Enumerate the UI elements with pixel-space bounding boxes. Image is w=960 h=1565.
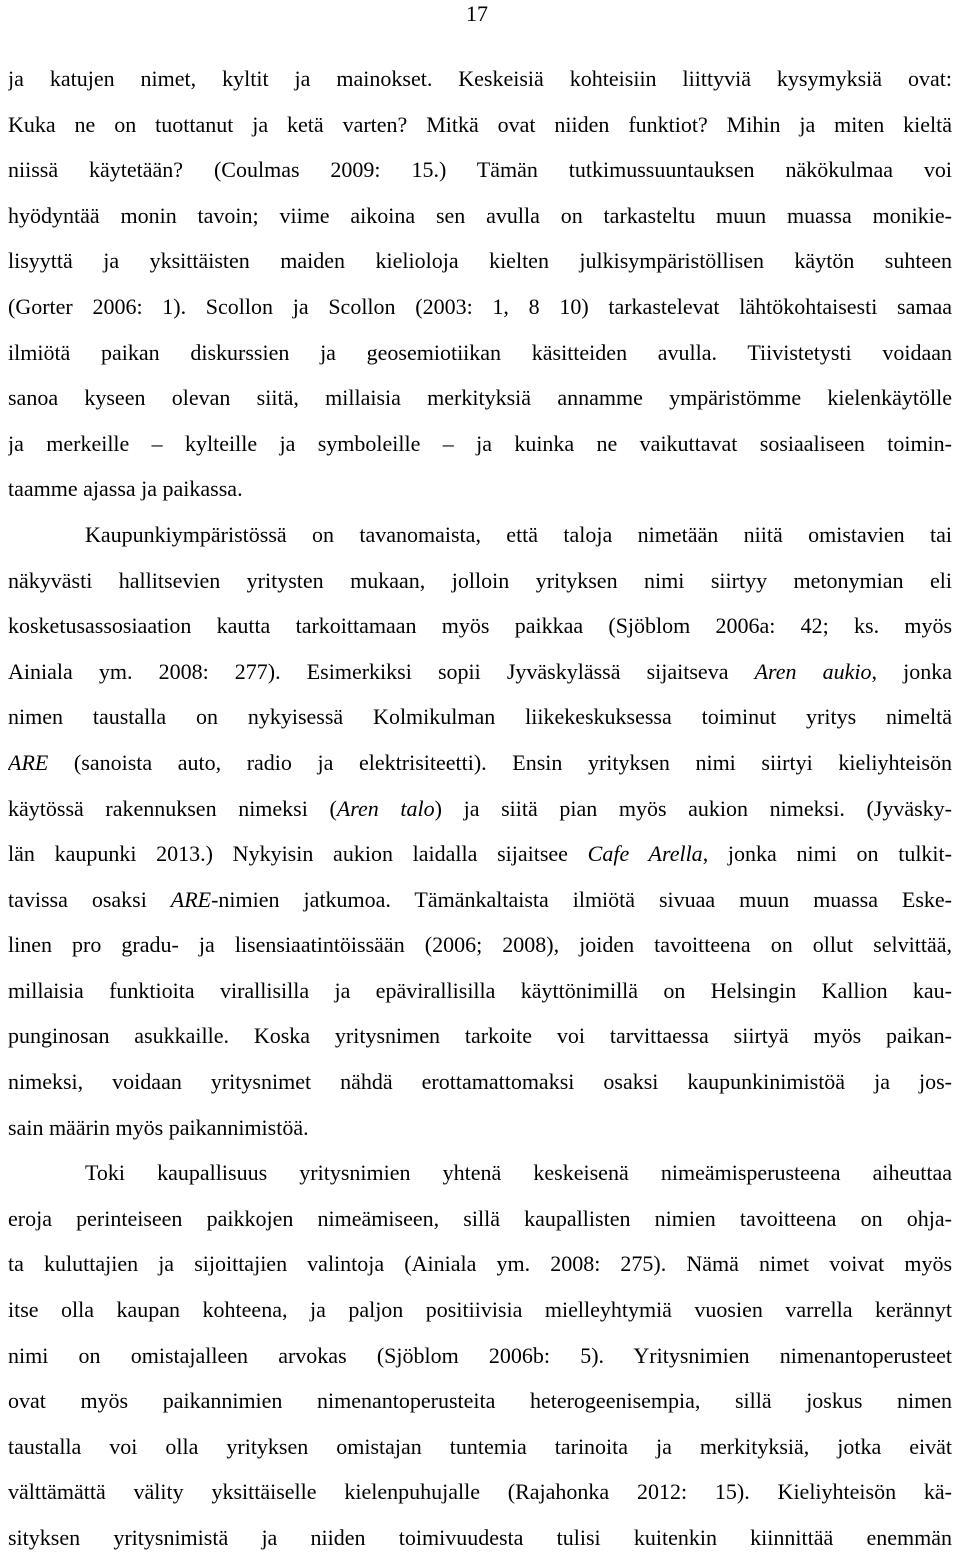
text-segment: punginosan asukkaille. Koska yritysnimen tarkoite voi tarvittaessa siirtyä myös paikan- [8,1023,952,1049]
text-segment: käytössä rakennuksen nimeksi ( [8,795,337,821]
text-segment: län kaupunki 2013.) Nykyisin aukion laidalla sijaitsee [8,841,588,867]
text-line [8,193,952,239]
text-line [8,375,952,421]
text-segment: , jonka [871,658,952,684]
text-line [8,694,952,740]
text-line [8,421,952,467]
italic-text: ARE [170,886,212,912]
text-line [8,1150,952,1196]
text-line [8,831,952,877]
text-segment: tavissa osaksi [8,886,171,912]
text-segment: näkyvästi hallitsevien yritysten mukaan, jolloin yrityksen nimi siirtyy metonymian eli [8,567,952,593]
text-line [8,1105,952,1151]
text-segment: välttämättä välity yksittäiselle kielenpuhujalle (Rajahonka 2012: 15). Kieliyhteisön kä- [8,1479,952,1505]
text-segment: lisyyttä ja yksittäisten maiden kielioloja kielten julkisympäristöllisen käytön suhteen [8,248,952,274]
text-segment: taustalla voi olla yrityksen omistajan tuntemia tarinoita ja merkityksiä, jotka eivät [8,1433,952,1459]
text-segment: Kaupunkiympäristössä on tavanomaista, että taloja nimetään niitä omistavien tai [85,521,952,547]
text-line [8,877,952,923]
text-line [8,1196,952,1242]
text-line [8,922,952,968]
text-segment: ja merkeille – kylteille ja symboleille – ja kuinka ne vaikuttavat sosiaaliseen toimin- [8,430,952,456]
text-line [8,512,952,558]
text-segment: -nimien jatkumoa. Tämänkaltaista ilmiötä sivuaa muun muassa Eske- [211,886,952,912]
text-line [8,968,952,1014]
text-segment: (Gorter 2006: 1). Scollon ja Scollon (2003: 1, 8 10) tarkastelevat lähtökohtaisesti samaa [8,293,952,319]
text-segment: millaisia funktioita virallisilla ja epävirallisilla käyttönimillä on Helsingin Kallion kau- [8,977,952,1003]
page-number: 17 [466,1,488,26]
text-line [8,740,952,786]
italic-text: Aren talo [336,795,435,821]
text-line [8,1013,952,1059]
text-segment: taamme ajassa ja paikassa. [8,476,243,502]
text-segment: nimi on omistajalleen arvokas (Sjöblom 2006b: 5). Yritysnimien nimenantoperusteet [8,1342,952,1368]
text-segment: sain määrin myös paikannimistöä. [8,1114,309,1140]
document-body [8,56,952,1561]
text-line [8,147,952,193]
text-segment: itse olla kaupan kohteena, ja paljon positiivisia mielleyhtymiä vuosien varrella kerännyt [8,1297,952,1323]
text-line [8,1469,952,1515]
text-line [8,1241,952,1287]
text-line [8,1424,952,1470]
text-line [8,330,952,376]
text-line [8,284,952,330]
italic-text: ARE [8,749,49,775]
text-segment: Kuka ne on tuottanut ja ketä varten? Mitkä ovat niiden funktiot? Mihin ja miten kieltä [8,111,952,137]
text-segment: sanoa kyseen olevan siitä, millaisia merkityksiä annamme ympäristömme kielenkäytölle [8,385,952,411]
text-segment: ja katujen nimet, kyltit ja mainokset. Keskeisiä kohteisiin liittyviä kysymyksiä ovat: [8,66,952,91]
text-line [8,786,952,832]
italic-text: Cafe Arella [587,841,703,867]
text-segment: nimen taustalla on nykyisessä Kolmikulman liikekeskuksessa toiminut yritys nimeltä [8,704,952,730]
italic-text: Aren aukio [754,658,872,684]
text-line [8,56,952,102]
text-segment: (sanoista auto, radio ja elektrisiteetti). Ensin yrityksen nimi siirtyi kieliyhteisön [48,749,952,775]
text-segment: hyödyntää monin tavoin; viime aikoina sen avulla on tarkasteltu muun muassa monikie- [8,202,952,228]
text-line [8,1515,952,1561]
text-line [8,1378,952,1424]
text-line [8,466,952,512]
text-segment: ta kuluttajien ja sijoittajien valintoja (Ainiala ym. 2008: 275). Nämä nimet voivat myös [8,1251,952,1277]
text-line [8,1333,952,1379]
text-segment: eroja perinteiseen paikkojen nimeämiseen, sillä kaupallisten nimien tavoitteena on ohja- [8,1205,952,1231]
text-segment: ilmiötä paikan diskurssien ja geosemiotiikan käsitteiden avulla. Tiivistetysti voidaan [8,339,952,365]
text-line [8,603,952,649]
text-segment: Ainiala ym. 2008: 277). Esimerkiksi sopii Jyväskylässä sijaitseva [8,658,755,684]
text-segment: kosketusassosiaation kautta tarkoittamaan myös paikkaa (Sjöblom 2006a: 42; ks. myös [8,613,952,639]
text-segment: Toki kaupallisuus yritysnimien yhtenä keskeisenä nimeämisperusteena aiheuttaa [85,1160,952,1186]
text-segment: ) ja siitä pian myös aukion nimeksi. (Jyväsky- [434,795,952,821]
text-segment: niissä käytetään? (Coulmas 2009: 15.) Tämän tutkimussuuntauksen näkökulmaa voi [8,157,952,183]
text-segment: linen pro gradu- ja lisensiaatintöissään (2006; 2008), joiden tavoitteena on ollut selvittää, [8,932,952,958]
text-segment: ovat myös paikannimien nimenantoperusteita heterogeenisempia, sillä joskus nimen [8,1388,952,1414]
text-line [8,649,952,695]
text-segment: , jonka nimi on tulkit- [702,841,952,867]
text-segment: sityksen yritysnimistä ja niiden toimivuudesta tulisi kuitenkin kiinnittää enemmän [8,1525,952,1550]
text-line [8,1059,952,1105]
text-segment: nimeksi, voidaan yritysnimet nähdä erottamattomaksi osaksi kaupunkinimistöä ja jos- [8,1069,952,1095]
text-line [8,558,952,604]
text-line [8,102,952,148]
text-line [8,1287,952,1333]
text-line [8,238,952,284]
